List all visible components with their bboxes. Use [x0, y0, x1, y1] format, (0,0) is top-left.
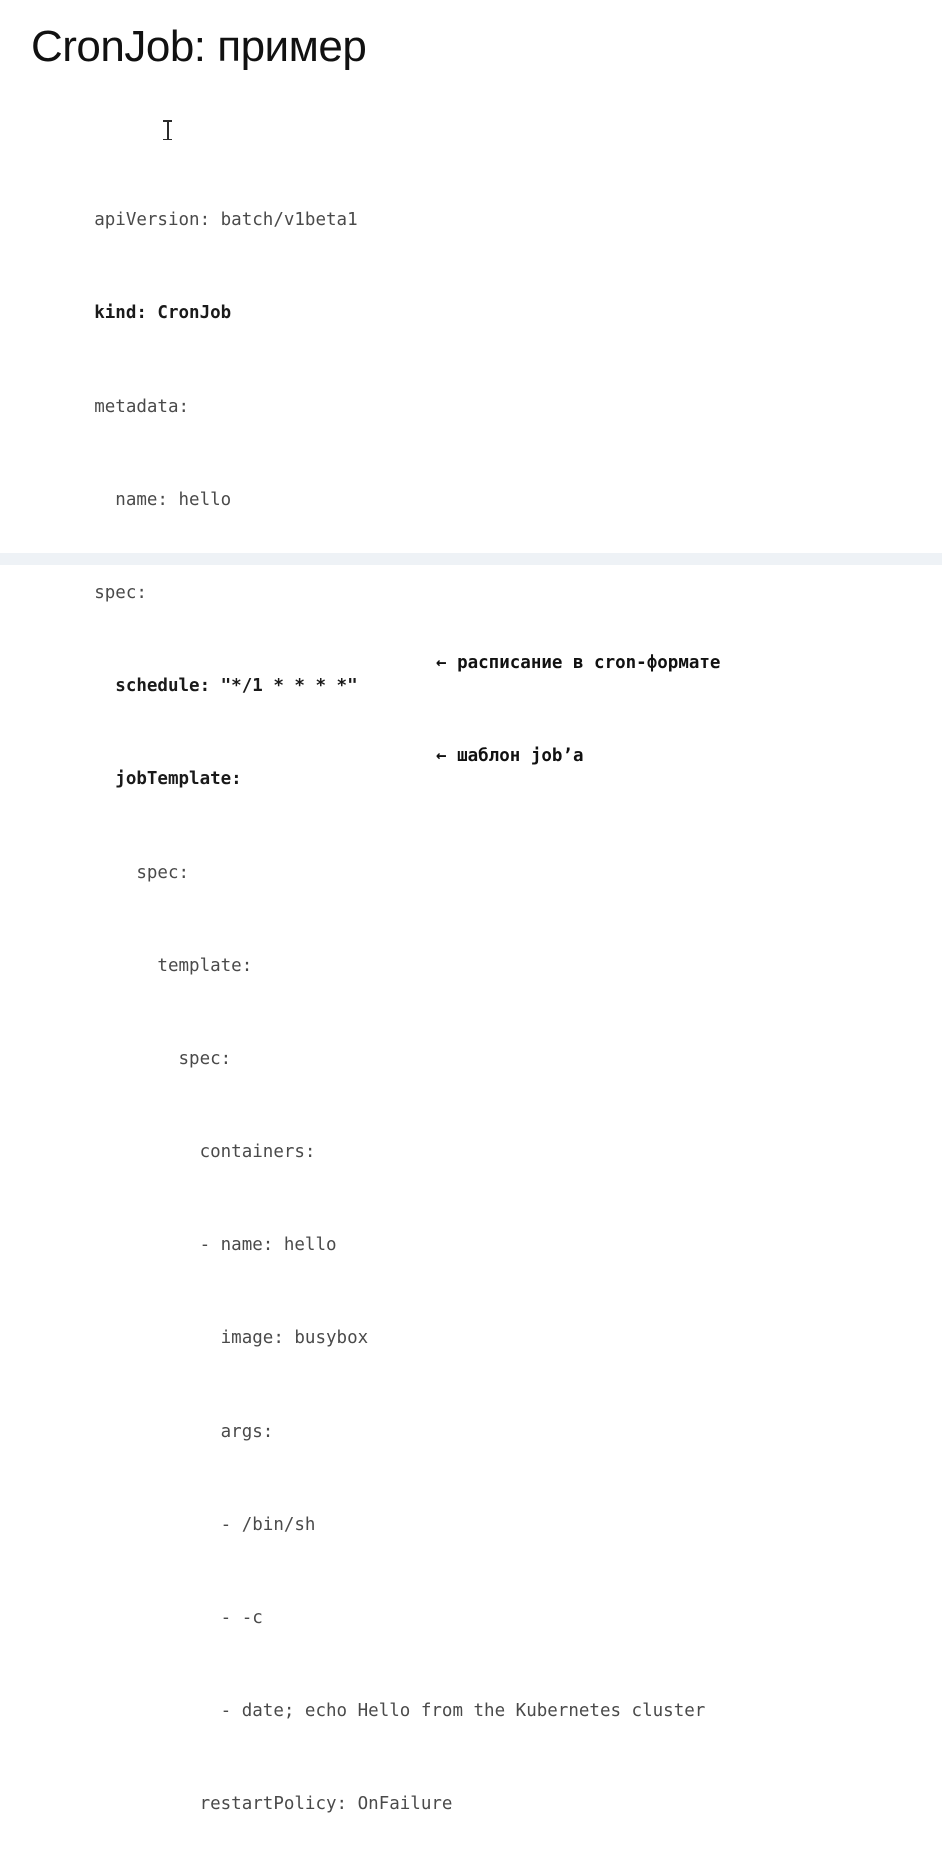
bottom-bar: [0, 553, 942, 565]
code-line-text: - /bin/sh: [94, 1514, 316, 1535]
code-line: [31, 465, 705, 510]
code-line-text: restartPolicy: OnFailure: [94, 1794, 453, 1815]
code-line: [31, 1584, 705, 1628]
code-line-annotation: ← расписание в cron-формате: [436, 652, 721, 673]
code-line-text: - date; echo Hello from the Kubernetes cluster: [94, 1701, 706, 1722]
code-line-text: name: hello: [94, 489, 232, 510]
code-line-text: spec:: [94, 582, 147, 603]
code-line: [31, 1491, 705, 1535]
code-line-text: apiVersion: batch/v1beta1: [94, 210, 358, 231]
code-line: [31, 1211, 705, 1256]
code-line-text: image: busybox: [94, 1328, 369, 1349]
code-line-text: schedule: "*/1 * * * *": [94, 676, 358, 697]
code-line: [31, 652, 721, 697]
code-line-text: kind: CronJob: [94, 303, 232, 324]
code-line-text: - -c: [94, 1608, 263, 1628]
code-line-text: template:: [94, 955, 253, 976]
code-line: [31, 745, 705, 790]
code-line: [31, 1304, 705, 1349]
code-line-text: jobTemplate:: [94, 769, 242, 790]
code-line-text: metadata:: [94, 396, 190, 417]
code-line: [31, 1677, 706, 1722]
yaml-code-block: [31, 116, 721, 1863]
code-line: [31, 1118, 705, 1163]
code-line-text: spec:: [94, 862, 190, 883]
code-line: [31, 1025, 705, 1069]
code-line: [31, 838, 705, 883]
page-title: CronJob: пример: [31, 22, 367, 71]
code-line-text: spec:: [94, 1048, 232, 1069]
code-line-annotation: ← шаблон job’a: [436, 746, 584, 767]
code-line-text: containers:: [94, 1142, 316, 1163]
code-line: [31, 931, 705, 976]
code-line: [31, 279, 705, 324]
code-line: [31, 372, 705, 417]
code-line: [31, 1770, 705, 1815]
code-line-text: args:: [94, 1421, 274, 1442]
code-line: [31, 1397, 705, 1442]
code-line: [31, 186, 705, 231]
code-line-text: - name: hello: [94, 1235, 337, 1256]
